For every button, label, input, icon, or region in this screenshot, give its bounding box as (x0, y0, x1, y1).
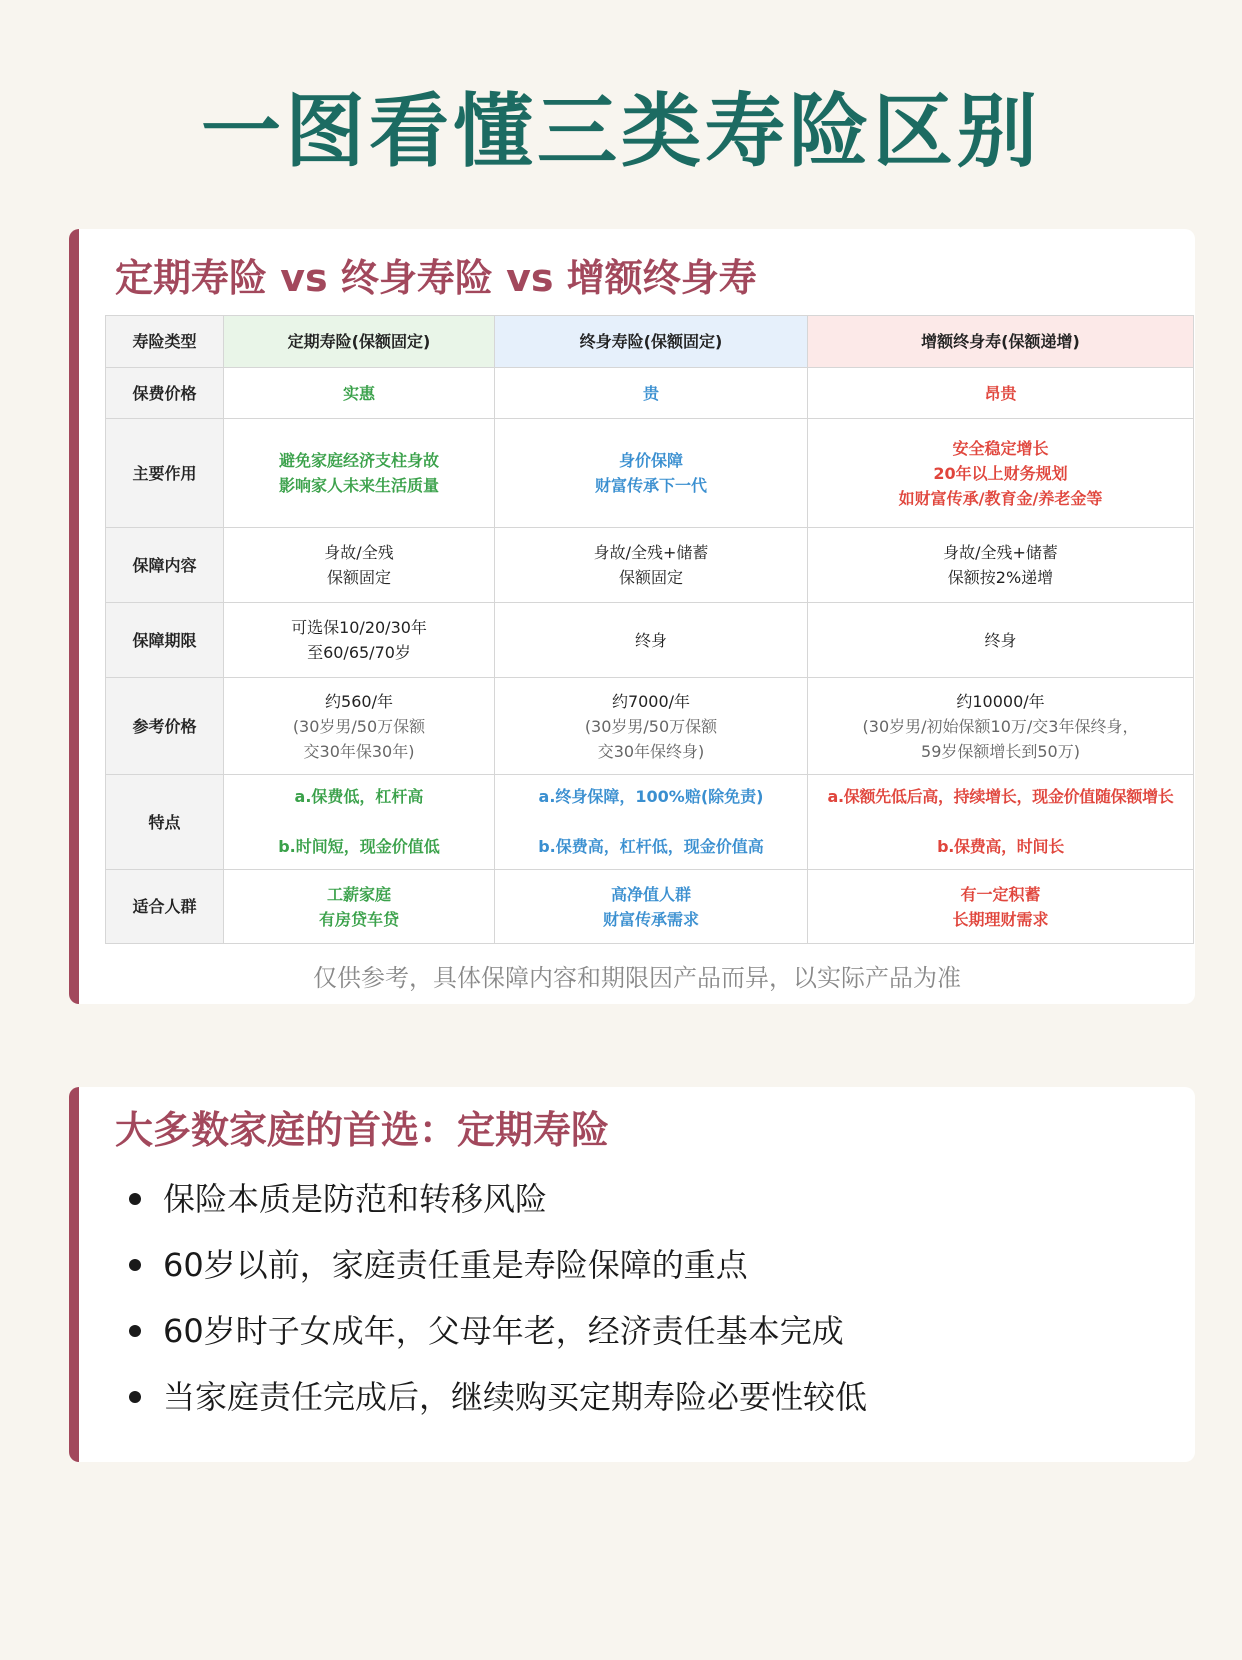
cell-line: 59岁保额增长到50万) (921, 741, 1080, 761)
cell-line: 交30年保终身) (597, 741, 705, 761)
cell-inc-price: 昂贵 (808, 368, 1194, 419)
cell-line: 财富传承下一代 (594, 476, 707, 495)
cell-line: 有房贷车贷 (318, 909, 399, 929)
table-row-audience (106, 870, 1194, 944)
recommendation-card (69, 1087, 1195, 1462)
bullet-dot-icon (129, 1325, 141, 1337)
table-row-period (106, 603, 1194, 678)
cell-line: (30岁男/50万保额 (292, 716, 426, 736)
cell-whole-period: 终身 (495, 603, 808, 678)
cell-inc-period: 终身 (808, 603, 1194, 678)
cell-whole-price: 贵 (495, 368, 808, 419)
feature-a: a.保额先低后高，持续增长，现金价值随保额增长 (827, 787, 1174, 806)
cell-whole-audience (495, 870, 808, 944)
bullet-dot-icon (129, 1259, 141, 1271)
cell-line: (30岁男/50万保额 (584, 716, 718, 736)
table-row-refprice (106, 678, 1194, 775)
cell-line: 至60/65/70岁 (307, 643, 411, 662)
list-item (127, 1375, 867, 1419)
row-label: 保费价格 (106, 368, 224, 419)
feature-a: a.终身保障，100%赔(除免责) (538, 787, 764, 806)
feature-b: b.保费高，时间长 (937, 837, 1064, 856)
row-label: 参考价格 (106, 678, 224, 775)
list-item (127, 1243, 867, 1287)
cell-line: 工薪家庭 (326, 884, 391, 904)
table-header-row (106, 316, 1194, 368)
cell-line: 有一定积蓄 (960, 884, 1041, 904)
list-item (127, 1177, 867, 1221)
list-item (127, 1309, 867, 1353)
list-item-text: 当家庭责任完成后，继续购买定期寿险必要性较低 (163, 1378, 868, 1416)
cell-line: 保额固定 (326, 568, 391, 587)
cell-line: 高净值人群 (610, 884, 691, 904)
header-type: 寿险类型 (106, 316, 224, 368)
cell-line: 约7000/年 (611, 691, 691, 711)
row-label: 保障内容 (106, 528, 224, 603)
cell-line: 身价保障 (618, 451, 683, 470)
cell-line: 身故/全残+储蓄 (593, 543, 709, 562)
cell-whole-role (495, 419, 808, 528)
disclaimer-note: 仅供参考，具体保障内容和期限因产品而异，以实际产品为准 (313, 964, 961, 992)
row-label: 保障期限 (106, 603, 224, 678)
header-whole-life: 终身寿险(保额固定) (495, 316, 808, 368)
comparison-heading: 定期寿险 vs 终身寿险 vs 增额终身寿 (115, 256, 757, 300)
cell-term-audience (224, 870, 495, 944)
cell-inc-role (808, 419, 1194, 528)
cell-whole-content (495, 528, 808, 603)
feature-b: b.时间短，现金价值低 (278, 837, 440, 856)
cell-term-price: 实惠 (224, 368, 495, 419)
cell-line: 身故/全残 (324, 543, 394, 562)
cell-term-features (224, 775, 495, 870)
cell-term-content (224, 528, 495, 603)
cell-line: 可选保10/20/30年 (291, 618, 427, 637)
cell-line: 避免家庭经济支柱身故 (278, 451, 439, 470)
comparison-card (69, 229, 1195, 1004)
bullet-dot-icon (129, 1193, 141, 1205)
table-row-role (106, 419, 1194, 528)
row-label: 适合人群 (106, 870, 224, 944)
cell-line: 财富传承需求 (602, 909, 699, 929)
cell-line: 保额固定 (618, 568, 683, 587)
cell-line: 保额按2%递增 (947, 568, 1054, 587)
row-label: 特点 (106, 775, 224, 870)
page-title: 一图看懂三类寿险区别 (201, 85, 1041, 178)
cell-inc-features (808, 775, 1194, 870)
cell-line: 长期理财需求 (952, 909, 1049, 929)
feature-a: a.保费低，杠杆高 (294, 787, 424, 806)
cell-whole-refprice (495, 678, 808, 775)
table-row-features (106, 775, 1194, 870)
header-term-life: 定期寿险(保额固定) (224, 316, 495, 368)
list-item-text: 60岁时子女成年，父母年老，经济责任基本完成 (163, 1312, 844, 1350)
cell-line: 影响家人未来生活质量 (278, 476, 439, 495)
recommendation-list (127, 1177, 867, 1441)
table-row-content (106, 528, 1194, 603)
row-label: 主要作用 (106, 419, 224, 528)
cell-line: 约560/年 (325, 691, 393, 711)
cell-line: 安全稳定增长 (952, 438, 1049, 458)
header-increasing-whole-life: 增额终身寿(保额递增) (808, 316, 1194, 368)
cell-inc-audience (808, 870, 1194, 944)
list-item-text: 60岁以前，家庭责任重是寿险保障的重点 (163, 1246, 748, 1284)
cell-inc-content (808, 528, 1194, 603)
cell-line: (30岁男/初始保额10万/交3年保终身， (862, 716, 1139, 736)
comparison-table (105, 315, 1194, 944)
recommendation-heading: 大多数家庭的首选：定期寿险 (115, 1108, 610, 1152)
cell-line: 交30年保30年) (303, 741, 415, 761)
cell-line: 20年以上财务规划 (933, 463, 1068, 483)
feature-b: b.保费高，杠杆低，现金价值高 (538, 837, 764, 856)
cell-term-role (224, 419, 495, 528)
list-item-text: 保险本质是防范和转移风险 (163, 1180, 548, 1218)
cell-inc-refprice (808, 678, 1194, 775)
bullet-dot-icon (129, 1391, 141, 1403)
cell-line: 身故/全残+储蓄 (943, 543, 1058, 562)
cell-term-period (224, 603, 495, 678)
table-row-price (106, 368, 1194, 419)
cell-line: 如财富传承/教育金/养老金等 (898, 488, 1103, 508)
cell-term-refprice (224, 678, 495, 775)
cell-line: 约10000/年 (956, 691, 1045, 711)
cell-whole-features (495, 775, 808, 870)
